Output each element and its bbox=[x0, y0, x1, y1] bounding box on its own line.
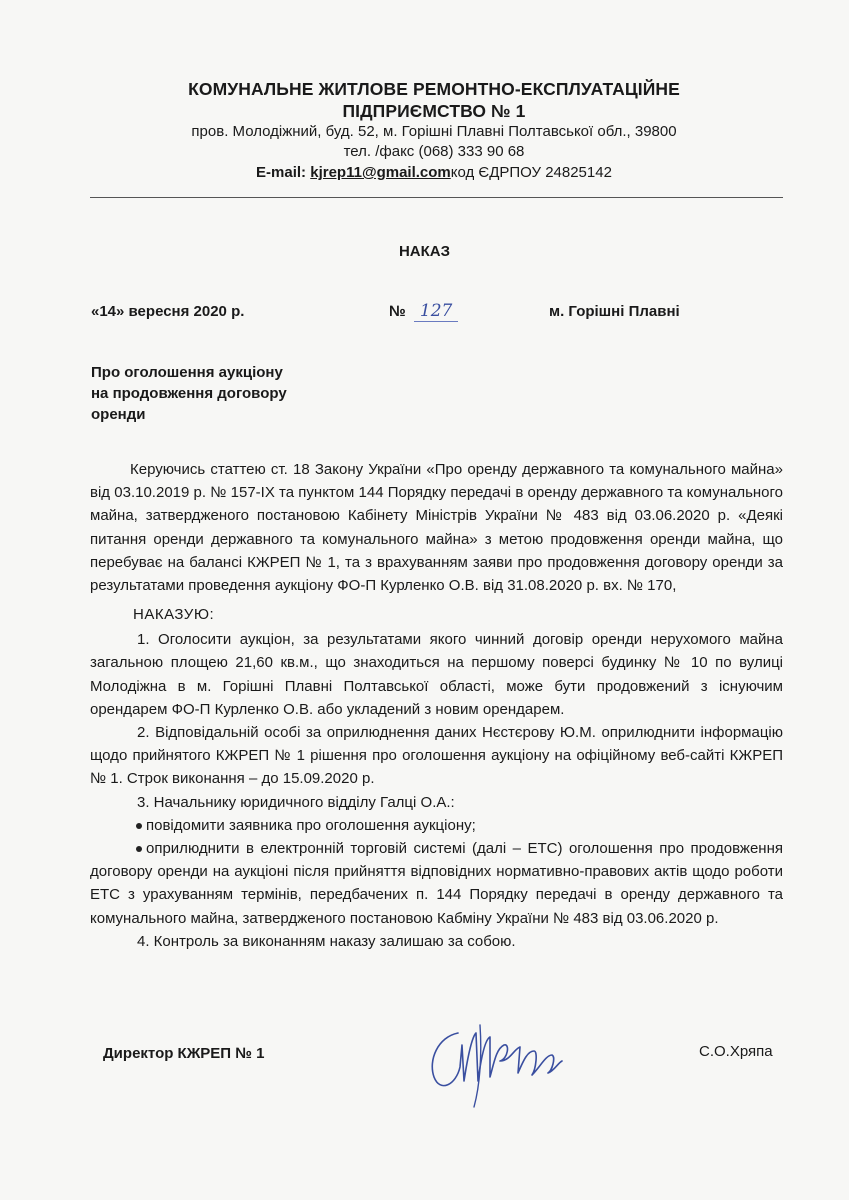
subject-line: Про оголошення аукціону bbox=[91, 364, 283, 381]
document-type: НАКАЗ bbox=[398, 243, 451, 260]
email-link[interactable]: kjrep11@gmail.com bbox=[310, 164, 451, 181]
bullet-dot-icon bbox=[136, 846, 142, 852]
header-divider bbox=[90, 197, 783, 198]
subject-line: оренди bbox=[91, 406, 146, 423]
order-date: «14» вересня 2020 р. bbox=[91, 303, 245, 320]
letterhead bbox=[100, 78, 768, 183]
order-number-value: 127 bbox=[414, 301, 458, 322]
order-heading: НАКАЗУЮ: bbox=[133, 606, 215, 624]
bullet-item bbox=[90, 814, 783, 837]
edrpou-code: код ЄДРПОУ 24825142 bbox=[450, 164, 612, 181]
subject-line: на продовження договору bbox=[91, 385, 287, 402]
bullet-text: оприлюднити в електронній торговій системі (далі – ЕТС) оголошення про продовження договору оренди на аукціоні після прийняття відповідних нормативно-правових актів щодо роботи ЕТС з урахуванням термінів, передбачених п. 144 Порядку передачі в оренду державного та комунального майна, затвердженого постановою Кабміну України № 483 від 03.06.2020 р. bbox=[90, 840, 783, 927]
bullet-dot-icon bbox=[136, 823, 142, 829]
order-number bbox=[389, 301, 458, 321]
bullet-text: повідомити заявника про оголошення аукціону; bbox=[146, 816, 476, 834]
signatory-name: С.О.Хряпа bbox=[699, 1043, 773, 1060]
order-item-1: 1. Оголосити аукціон, за результатами якого чинний договір оренди нерухомого майна загальною площею 21,60 кв.м., що знаходиться на першому поверсі будинку № 10 по вулиці Молодіжна в м. Горішні Плавні Полтавської області, може бути продовжений з існуючим орендарем ФО-П Курленко О.В. або укладений з новим орендарем. bbox=[90, 631, 783, 718]
intro-paragraph: Керуючись статтею ст. 18 Закону України «Про оренду державного та комунального майна» від 03.10.2019 р. № 157-IX та пунктом 144 Порядку передачі в оренду державного та комунального майна, затвердженого постановою Кабінету Міністрів України № 483 від 03.06.2020 р. «Деякі питання оренди державного та комунального майна» з метою продовження оренди майна, що перебуває на балансі КЖРЕП № 1, та з врахуванням заяви про продовження договору оренди за результатами проведення аукціону ФО-П Курленко О.В. від 31.08.2020 р. вх. № 170, bbox=[90, 461, 783, 595]
email-label: E-mail: bbox=[256, 164, 307, 181]
org-name-line2: ПІДПРИЄМСТВО № 1 bbox=[342, 101, 526, 121]
org-phone: тел. /факс (068) 333 90 68 bbox=[343, 143, 525, 160]
order-body bbox=[90, 458, 783, 953]
handwritten-signature bbox=[420, 1015, 570, 1110]
signature-block bbox=[0, 1015, 849, 1115]
order-item-3: 3. Начальнику юридичного відділу Галці О.А.: bbox=[137, 793, 455, 811]
order-item-4: 4. Контроль за виконанням наказу залишаю за собою. bbox=[137, 932, 516, 950]
order-item-2: 2. Відповідальній особі за оприлюднення даних Нєстєрову Ю.М. оприлюднити інформацію щодо прийнятого КЖРЕП № 1 рішення про оголошення аукціону на офіційному веб-сайті КЖРЕП № 1. Строк виконання – до 15.09.2020 р. bbox=[90, 724, 783, 788]
org-name-line1: КОМУНАЛЬНЕ ЖИТЛОВЕ РЕМОНТНО-ЕКСПЛУАТАЦІЙНЕ bbox=[188, 79, 680, 99]
bullet-item bbox=[90, 837, 783, 930]
signatory-title: Директор КЖРЕП № 1 bbox=[103, 1045, 265, 1062]
order-number-label: № bbox=[389, 303, 406, 320]
email-line bbox=[100, 162, 768, 183]
org-address: пров. Молодіжний, буд. 52, м. Горішні Плавні Полтавської обл., 39800 bbox=[191, 123, 677, 140]
order-city: м. Горішні Плавні bbox=[549, 303, 680, 320]
order-subject bbox=[91, 362, 287, 425]
